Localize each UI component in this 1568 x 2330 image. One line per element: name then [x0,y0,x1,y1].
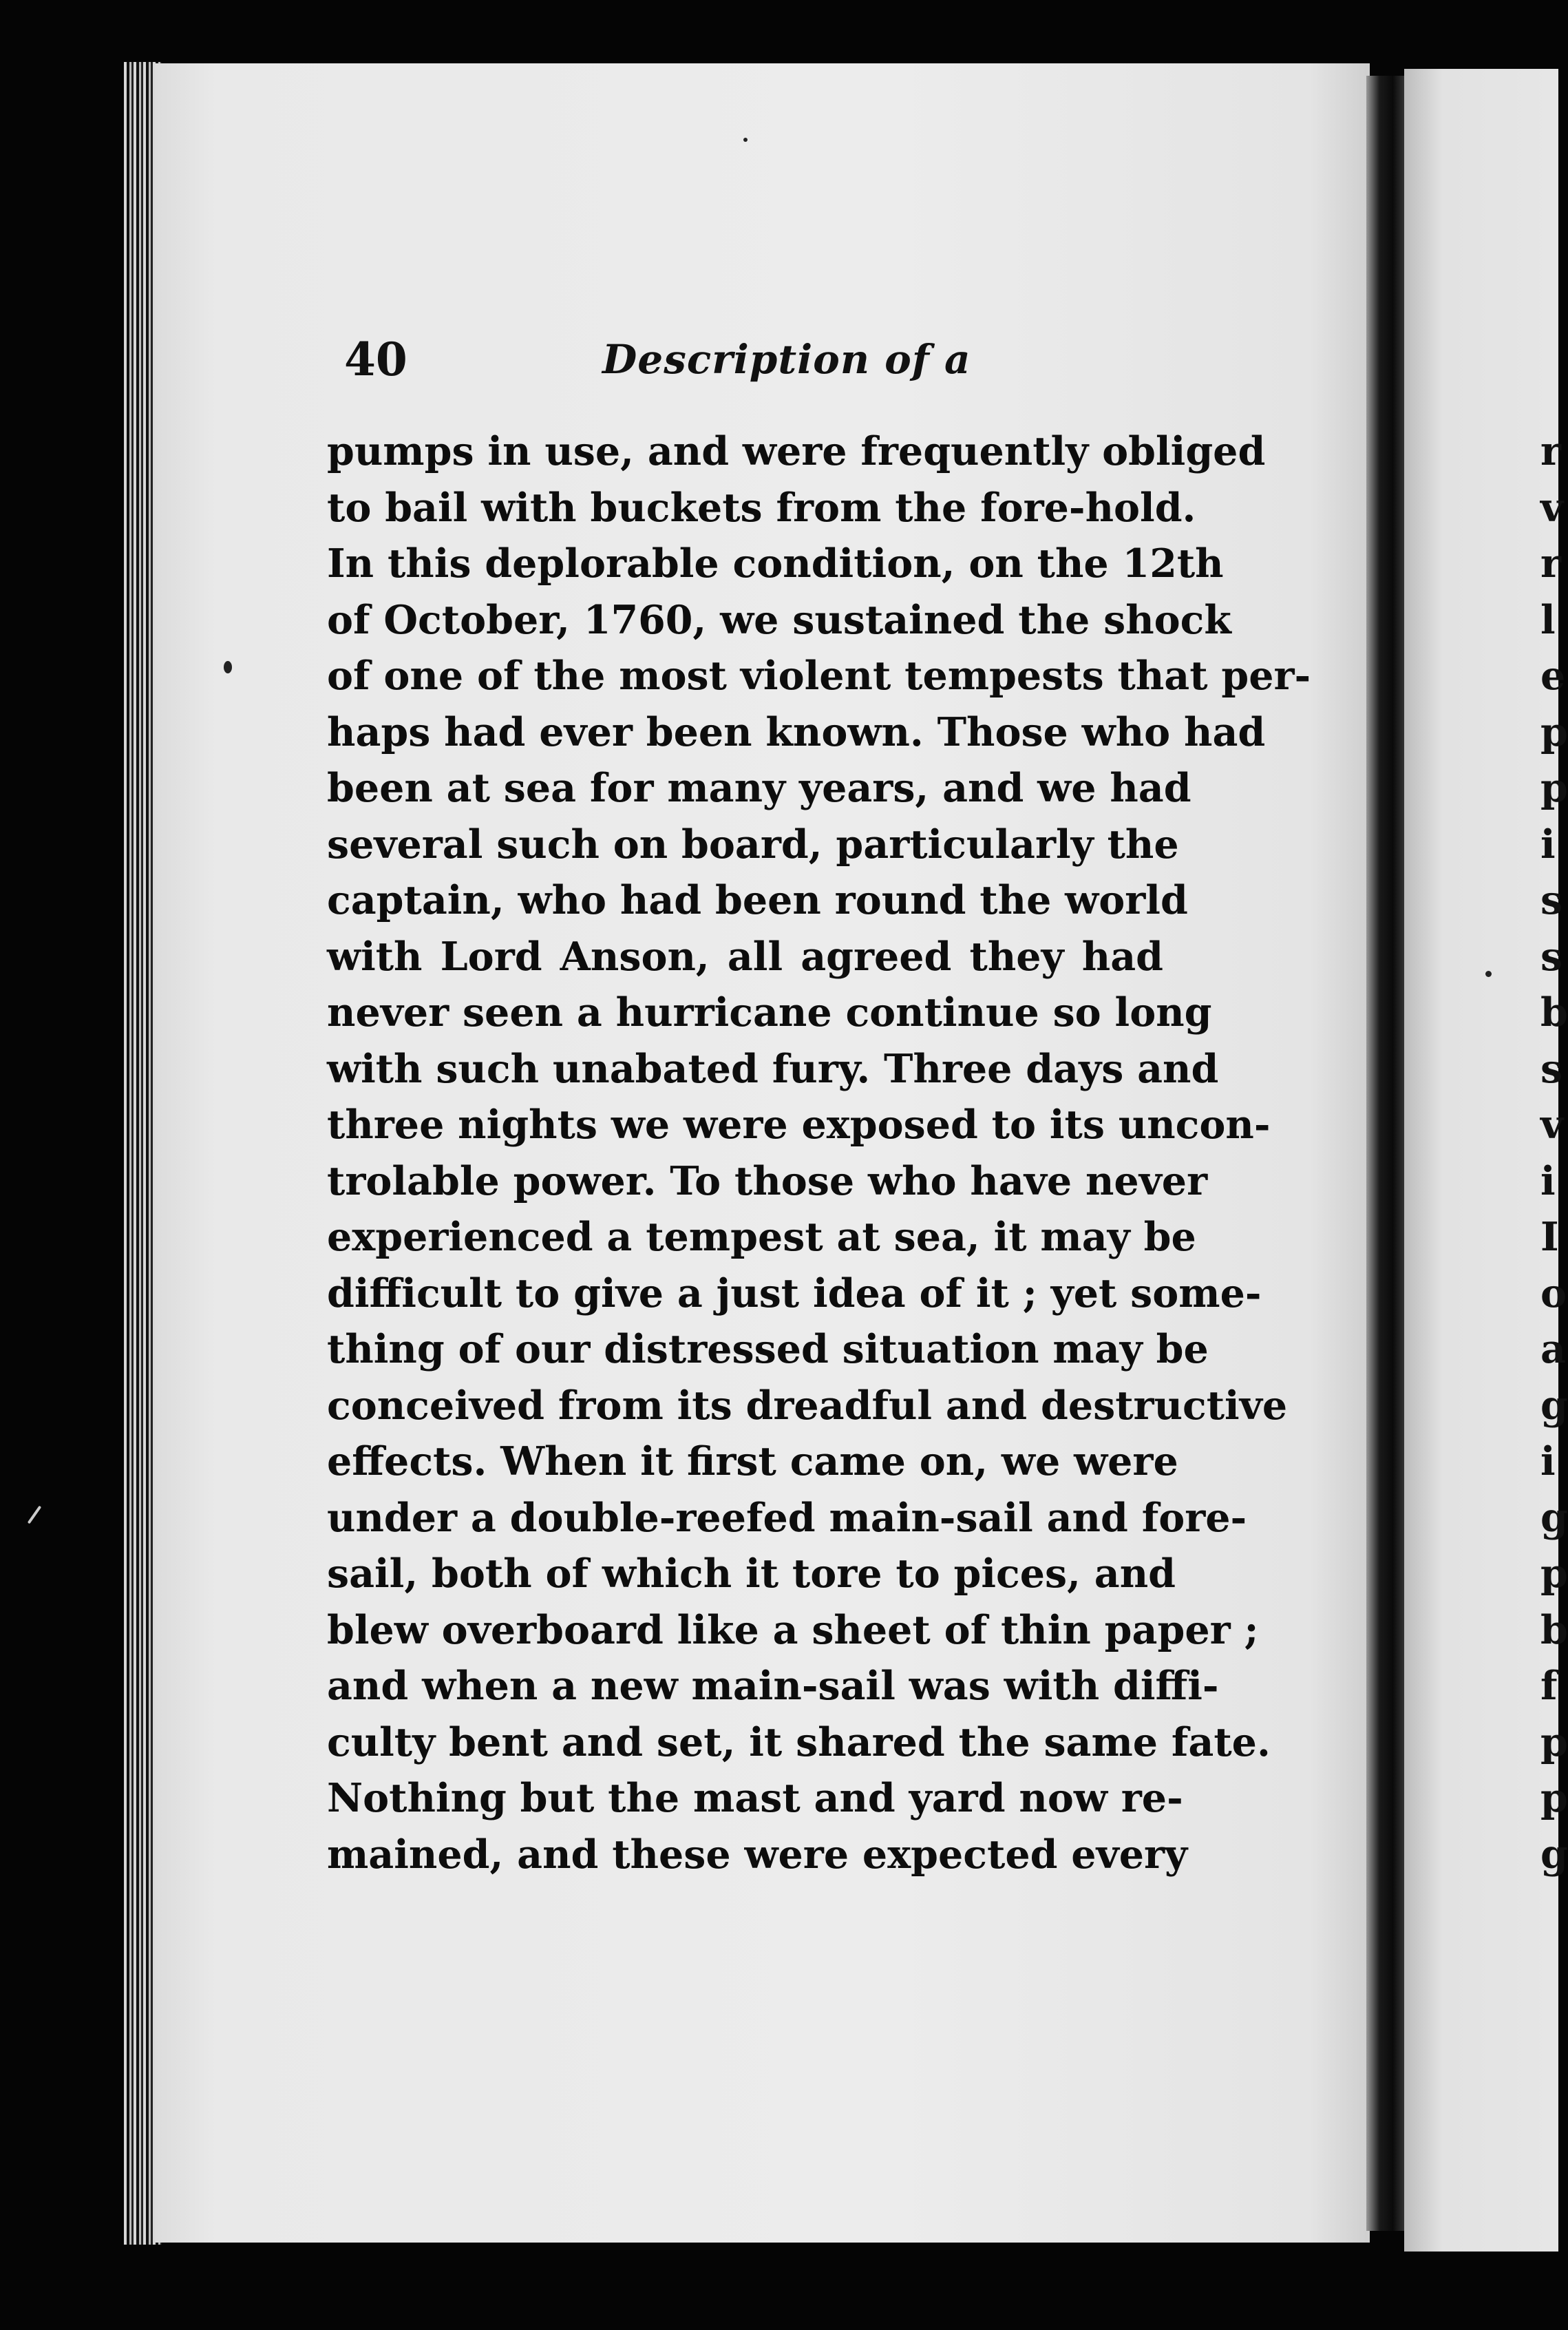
text-line: In this deplorable condition, on the 12th [327,540,1224,587]
text-fragment: v [1540,1102,1564,1148]
text-fragment: a [1540,1326,1566,1372]
ink-speck [743,138,748,142]
text-line: haps had ever been known. Those who had [327,709,1266,755]
text-line: and when a new main-sail was with diffi- [327,1663,1219,1709]
text-line: with such unabated fury. Three days and [327,1045,1219,1092]
text-fragment: i [1540,821,1556,868]
text-line: pumps in use, and were frequently obliged [327,428,1266,474]
facing-page-text-fragments [1540,423,1568,1882]
text-line: to bail with buckets from the fore-hold. [327,484,1196,531]
text-line: never seen a hurricane continue so long [327,989,1212,1036]
text-line: sail, both of which it tore to pices, and [327,1551,1176,1597]
text-fragment: l [1540,596,1556,643]
text-fragment: g [1540,1831,1568,1878]
page-number: 40 [344,333,407,386]
text-fragment: I [1540,1214,1559,1260]
text-fragment: e [1540,653,1566,699]
text-line: experienced a tempest at sea, it may be [327,1214,1196,1260]
text-fragment: g [1540,1382,1568,1429]
text-fragment: p [1540,1719,1568,1765]
page-body-text [327,423,1311,1882]
text-line: with Lord Anson, all agreed they had [327,933,1163,980]
text-fragment: f [1540,1663,1558,1709]
ink-speck [28,1506,41,1524]
text-fragment: s [1540,877,1563,923]
running-head-title: Description of a [602,336,971,383]
text-fragment: i [1540,1438,1556,1484]
text-line: effects. When it first came on, we were [327,1438,1178,1484]
text-line: blew overboard like a sheet of thin paper ; [327,1606,1259,1653]
text-line: culty bent and set, it shared the same fate. [327,1719,1271,1765]
ink-speck [1485,971,1492,977]
text-fragment: p [1540,765,1568,811]
text-fragment: v [1540,484,1564,531]
text-fragment: b [1540,1606,1568,1653]
text-line: thing of our distressed situation may be [327,1326,1209,1372]
text-fragment: s [1540,1045,1563,1092]
text-line: Nothing but the mast and yard now re- [327,1775,1183,1821]
text-line: difficult to give a just idea of it ; yet some- [327,1270,1262,1316]
text-fragment: p [1540,1775,1568,1821]
ink-speck [224,661,232,673]
page-gutter-shadow [1366,76,1404,2231]
facing-page-edge [1404,69,1568,2252]
text-line: conceived from its dreadful and destructive [327,1382,1288,1429]
text-line: three nights we were exposed to its uncon- [327,1102,1271,1148]
text-fragment: s [1540,933,1563,980]
text-fragment: p [1540,709,1568,755]
text-line: under a double-reefed main-sail and fore- [327,1494,1247,1541]
text-fragment: i [1540,1157,1556,1204]
text-line: several such on board, particularly the [327,821,1179,868]
text-line: captain, who had been round the world [327,877,1188,923]
text-fragment: b [1540,989,1568,1036]
text-line: been at sea for many years, and we had [327,765,1191,811]
text-line: of October, 1760, we sustained the shock [327,596,1231,643]
text-fragment: p [1540,1551,1568,1597]
text-fragment: g [1540,1494,1568,1541]
text-fragment: r [1540,540,1562,587]
text-fragment: o [1540,1270,1567,1316]
text-line: trolable power. To those who have never [327,1157,1208,1204]
text-line: of one of the most violent tempests that per- [327,653,1311,699]
text-fragment: r [1540,428,1562,474]
text-line: mained, and these were expected every [327,1831,1188,1878]
